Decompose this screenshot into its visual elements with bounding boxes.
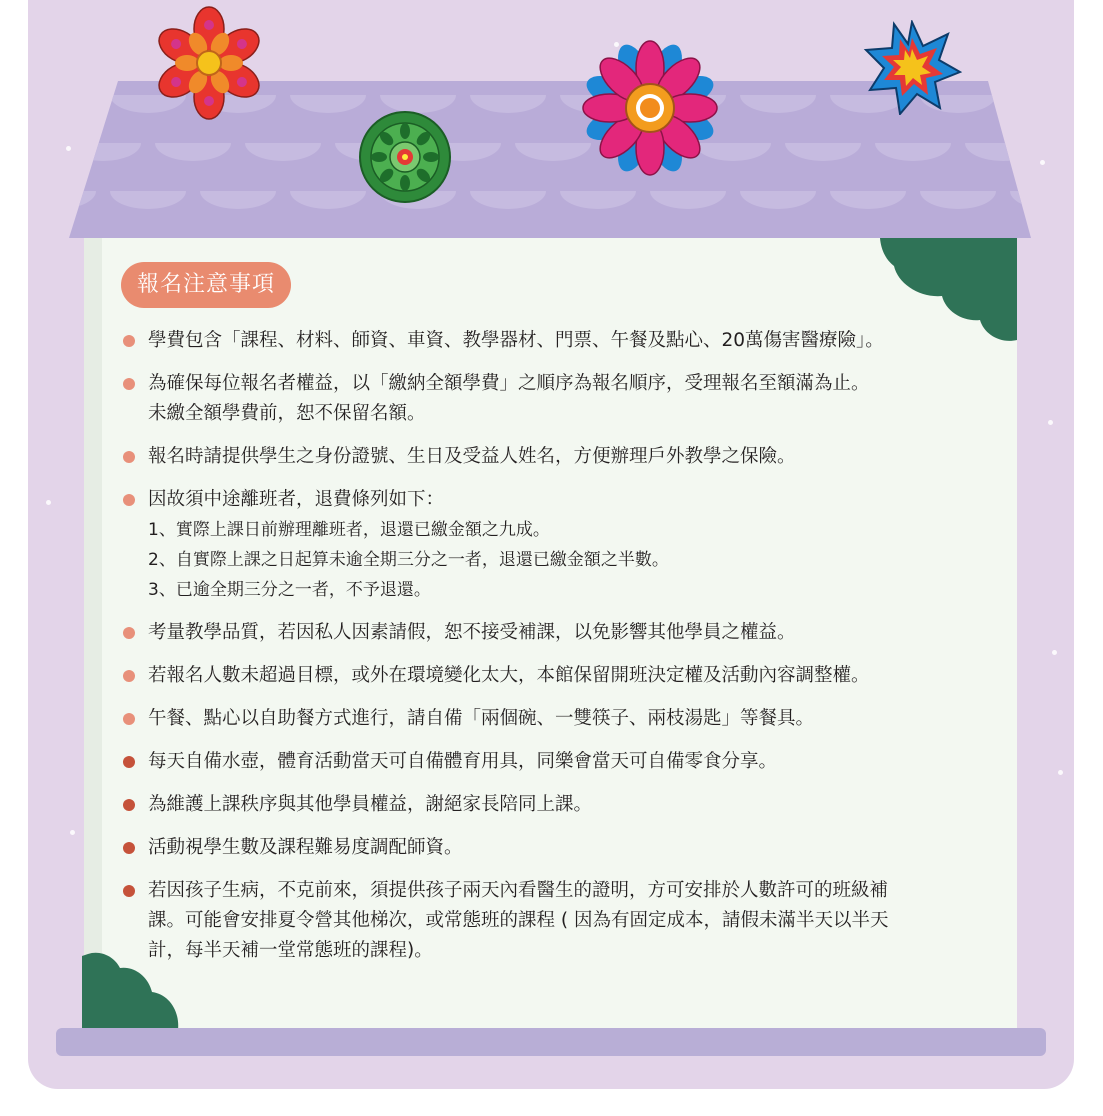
- flower-pink-icon: [580, 38, 720, 178]
- list-item: [120, 876, 1005, 966]
- note-text: 若報名人數未超過目標，或外在環境變化太大，本館保留開班決定權及活動內容調整權。: [148, 665, 870, 686]
- refund-rule: 3、已逾全期三分之一者，不予退還。: [148, 580, 431, 600]
- note-text: 活動視學生數及課程難易度調配師資。: [148, 837, 463, 858]
- registration-notes-list: [120, 326, 1005, 979]
- note-text: 為確保每位報名者權益，以「繳納全額學費」之順序為報名順序，受理報名至額滿為止。: [148, 373, 870, 394]
- list-item: [120, 747, 1005, 777]
- list-item: [120, 326, 1005, 356]
- note-text: 計，每半天補一堂常態班的課程)。: [148, 940, 433, 961]
- note-text: 報名時請提供學生之身份證號、生日及受益人姓名，方便辦理戶外教學之保險。: [148, 446, 796, 467]
- note-text: 考量教學品質，若因私人因素請假，恕不接受補課，以免影響其他學員之權益。: [148, 622, 796, 643]
- note-text: 午餐、點心以自助餐方式進行，請自備「兩個碗、一雙筷子、兩枝湯匙」等餐具。: [148, 708, 815, 729]
- list-item: [120, 833, 1005, 863]
- list-item: [120, 485, 1005, 605]
- list-item: [120, 790, 1005, 820]
- flower-green-icon: [358, 110, 452, 204]
- note-text: 課。可能會安排夏令營其他梯次，或常態班的課程 ( 因為有固定成本，請假未滿半天以半天: [148, 910, 889, 931]
- note-text: 若因孩子生病，不克前來，須提供孩子兩天內看醫生的證明，方可安排於人數許可的班級補: [148, 880, 889, 901]
- refund-rule: 2、自實際上課之日起算未逾全期三分之一者，退還已繳金額之半數。: [148, 550, 669, 570]
- list-item: [120, 442, 1005, 472]
- note-text: 每天自備水壺，體育活動當天可自備體育用具，同樂會當天可自備零食分享。: [148, 751, 778, 772]
- sparkle-dot: [1048, 420, 1053, 425]
- star-flower-icon: [862, 20, 962, 115]
- list-item: [120, 369, 1005, 429]
- wall-shadow: [84, 238, 102, 1030]
- list-item: [120, 618, 1005, 648]
- list-item: [120, 661, 1005, 691]
- list-item: [120, 704, 1005, 734]
- note-text: 因故須中途離班者，退費條列如下：: [148, 489, 445, 510]
- note-text: 學費包含「課程、材料、師資、車資、教學器材、門票、午餐及點心、20萬傷害醫療險」。: [148, 330, 884, 351]
- sparkle-dot: [46, 500, 51, 505]
- sparkle-dot: [70, 830, 75, 835]
- note-text: 為維護上課秩序與其他學員權益，謝絕家長陪同上課。: [148, 794, 593, 815]
- note-text: 未繳全額學費前，恕不保留名額。: [148, 403, 426, 424]
- section-title: 報名注意事項: [121, 262, 291, 308]
- refund-rule: 1、實際上課日前辦理離班者，退還已繳金額之九成。: [148, 520, 550, 540]
- sparkle-dot: [1052, 650, 1057, 655]
- house-base: [56, 1028, 1046, 1056]
- sparkle-dot: [1058, 770, 1063, 775]
- flower-red-icon: [150, 4, 268, 122]
